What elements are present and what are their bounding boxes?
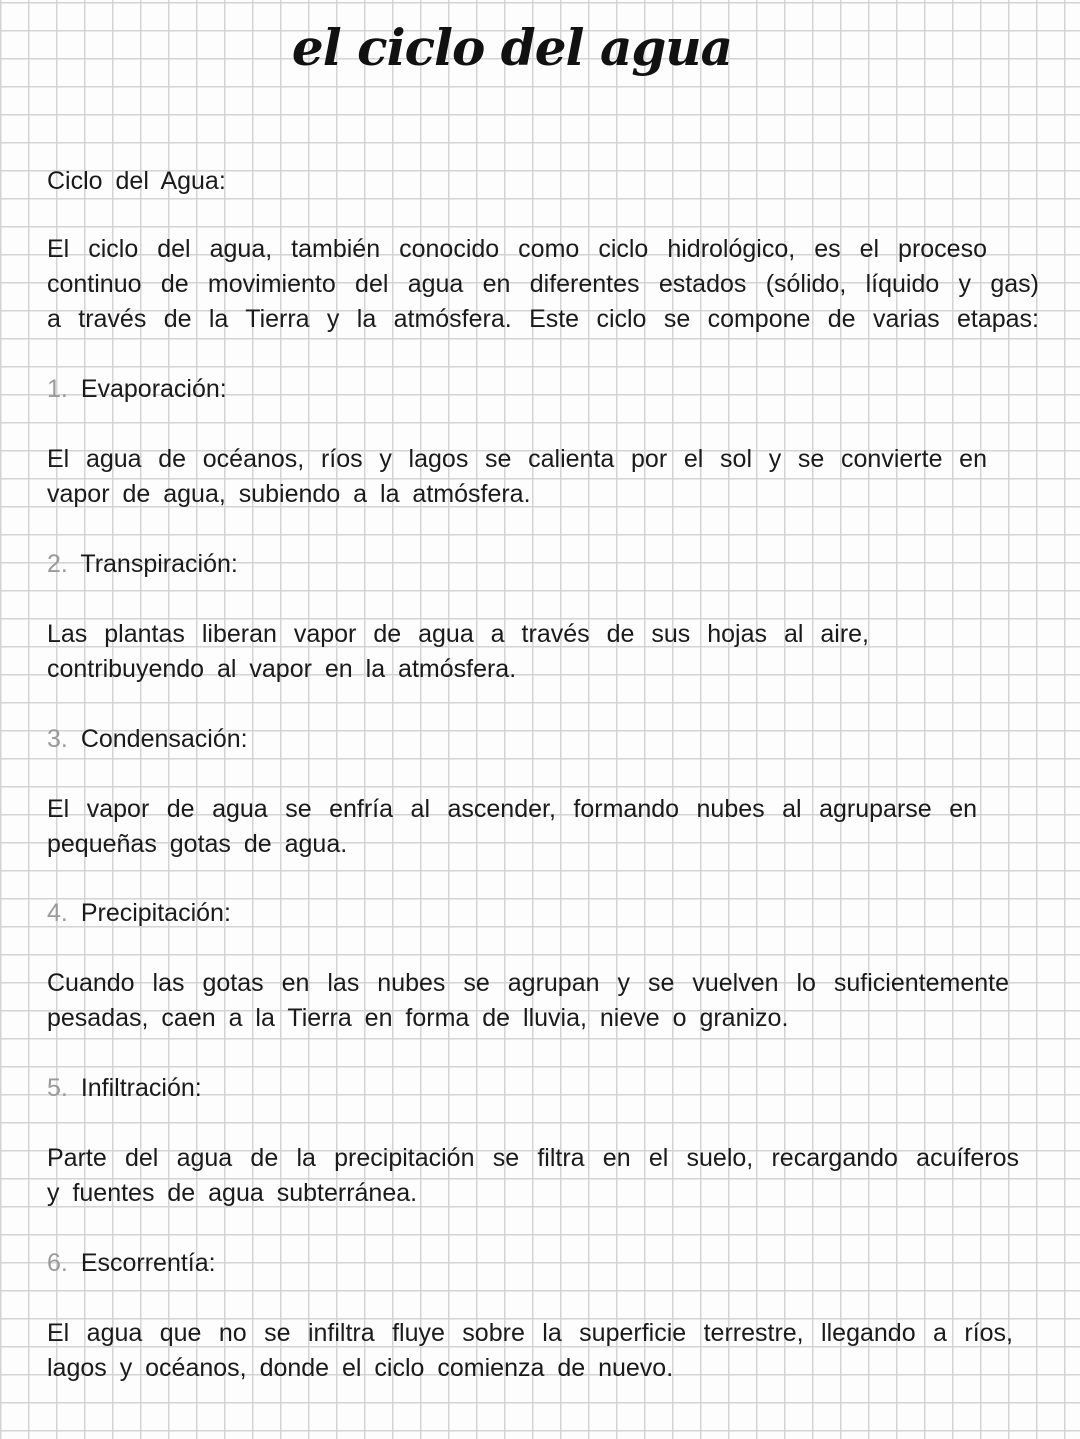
step-description-line: El agua de océanos, ríos y lagos se calienta por el sol y se convierte en — [47, 445, 987, 473]
step-description-line: lagos y océanos, donde el ciclo comienza de nuevo. — [47, 1354, 674, 1382]
page-title: el ciclo del agua — [291, 18, 733, 77]
step-description-line: pequeñas gotas de agua. — [47, 830, 348, 858]
step-heading — [47, 722, 248, 757]
step-heading — [47, 547, 238, 582]
step-heading — [47, 372, 227, 407]
step-number: 3. — [47, 725, 68, 753]
step-description-line: vapor de agua, subiendo a la atmósfera. — [47, 480, 531, 508]
step-title: Precipitación: — [80, 899, 231, 927]
step-title: Evaporación: — [80, 375, 227, 403]
section-heading: Ciclo del Agua: — [47, 167, 226, 195]
intro-line: continuo de movimiento del agua en diferentes estados (sólido, líquido y gas) — [47, 270, 1039, 298]
step-description-line: Las plantas liberan vapor de agua a través de sus hojas al aire, — [47, 620, 869, 648]
step-number: 1. — [47, 375, 68, 403]
step-description-line: contribuyendo al vapor en la atmósfera. — [47, 655, 517, 683]
step-number: 4. — [47, 899, 68, 927]
step-description-line: El vapor de agua se enfría al ascender, formando nubes al agruparse en — [47, 795, 977, 823]
step-heading — [47, 896, 231, 931]
step-description-line: pesadas, caen a la Tierra en forma de lluvia, nieve o granizo. — [47, 1004, 789, 1032]
step-title: Condensación: — [80, 725, 248, 753]
step-title: Infiltración: — [80, 1074, 202, 1102]
step-heading — [47, 1071, 202, 1106]
step-title: Transpiración: — [80, 550, 238, 578]
step-heading — [47, 1246, 216, 1281]
step-description-line: Parte del agua de la precipitación se filtra en el suelo, recargando acuíferos — [47, 1144, 1019, 1172]
step-title: Escorrentía: — [80, 1249, 216, 1277]
step-description-line: El agua que no se infiltra fluye sobre la superficie terrestre, llegando a ríos, — [47, 1319, 1013, 1347]
step-number: 2. — [47, 550, 68, 578]
step-description-line: y fuentes de agua subterránea. — [47, 1179, 418, 1207]
step-number: 6. — [47, 1249, 68, 1277]
step-description-line: Cuando las gotas en las nubes se agrupan y se vuelven lo suficientemente — [47, 969, 1009, 997]
intro-line: a través de la Tierra y la atmósfera. Este ciclo se compone de varias etapas: — [47, 305, 1039, 333]
step-number: 5. — [47, 1074, 68, 1102]
intro-line: El ciclo del agua, también conocido como ciclo hidrológico, es el proceso — [47, 235, 987, 263]
